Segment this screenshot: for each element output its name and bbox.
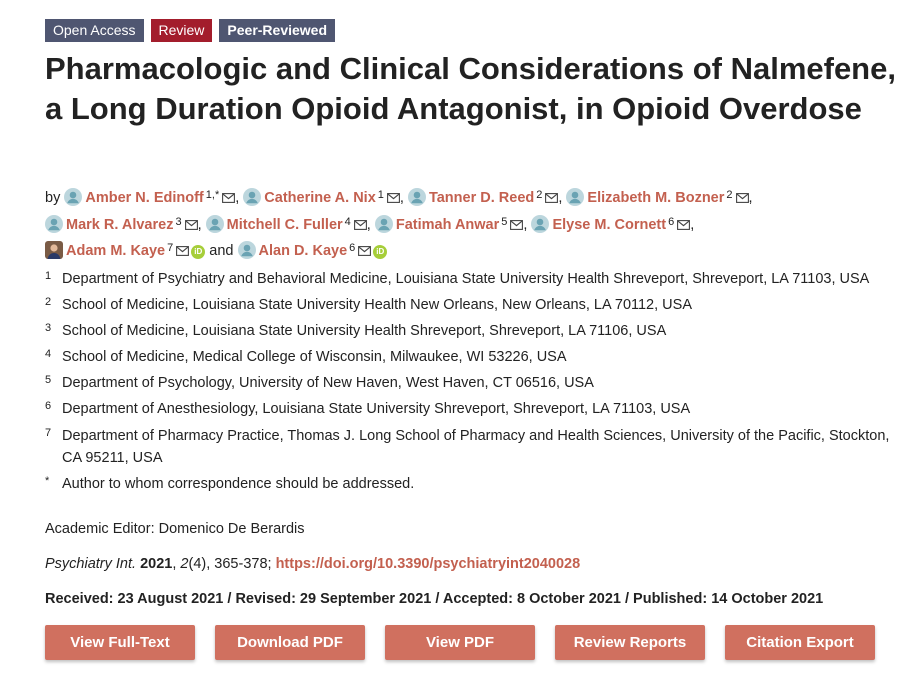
affiliation-text: School of Medicine, Louisiana State University Health New Orleans, New Orleans, LA 70112, USA xyxy=(62,297,692,314)
affiliation-item xyxy=(45,320,905,343)
affiliation-number: 1 xyxy=(45,270,52,282)
author-name-link[interactable]: Amber N. Edinoff xyxy=(85,190,204,206)
email-envelope-icon[interactable] xyxy=(358,241,371,264)
citation-volume: 2 xyxy=(180,556,189,572)
doi-link[interactable]: https://doi.org/10.3390/psychiatryint2040028 xyxy=(275,556,581,572)
affiliation-item xyxy=(45,425,905,470)
author-item xyxy=(45,217,198,233)
affiliation-superscript: 6 xyxy=(349,242,356,254)
user-avatar-icon xyxy=(408,188,426,206)
affiliation-superscript: 6 xyxy=(668,215,675,228)
author-list xyxy=(45,184,905,264)
author-separator: , xyxy=(235,190,244,206)
citation-year: 2021 xyxy=(140,556,173,572)
affiliation-text: Department of Psychiatry and Behavioral Medicine, Louisiana State University Health Shreveport, Shreveport, LA 71103, USA xyxy=(62,271,870,287)
author-separator: , xyxy=(366,216,375,233)
affiliation-item xyxy=(45,268,905,291)
author-separator: , xyxy=(197,216,206,233)
author-separator: , xyxy=(558,190,567,206)
affiliation-list xyxy=(45,268,905,499)
email-envelope-icon[interactable] xyxy=(545,188,558,211)
affiliation-superscript: 1,* xyxy=(205,189,220,201)
author-name-link[interactable]: Catherine A. Nix xyxy=(264,190,376,206)
citation-pages: , 365-378; xyxy=(206,556,276,572)
affiliation-superscript: 2 xyxy=(536,189,543,201)
author-item xyxy=(64,190,235,206)
author-item xyxy=(238,243,388,259)
author-name-link[interactable]: Tanner D. Reed xyxy=(428,190,535,206)
author-item xyxy=(45,243,205,259)
email-envelope-icon[interactable] xyxy=(354,215,367,238)
affiliation-superscript: 2 xyxy=(726,189,733,201)
author-separator: , xyxy=(690,216,695,233)
article-title: Pharmacologic and Clinical Considerations of Nalmefene, a Long Duration Opioid Antagonist, in Opioid Overdose xyxy=(45,51,896,126)
author-item xyxy=(408,190,558,206)
author-separator: , xyxy=(399,190,408,206)
affiliation-number: 6 xyxy=(45,400,52,413)
review-badge[interactable]: Review xyxy=(151,19,213,42)
affiliation-text: Department of Pharmacy Practice, Thomas J. Long School of Pharmacy and Health Sciences, University of the Pacific, Stockton, CA 95211, USA xyxy=(62,427,890,467)
and-label: and xyxy=(205,243,238,259)
email-envelope-icon[interactable] xyxy=(387,188,400,211)
affiliation-superscript: 5 xyxy=(501,215,508,228)
publication-dates: Received: 23 August 2021 / Revised: 29 September 2021 / Accepted: 8 October 2021 / Published: 14 October 2021 xyxy=(45,591,824,607)
author-item xyxy=(375,217,524,233)
author-name-link[interactable]: Fatimah Anwar xyxy=(395,216,500,233)
affiliation-superscript: 7 xyxy=(167,242,174,254)
affiliation-text: Department of Psychology, University of New Haven, West Haven, CT 06516, USA xyxy=(62,375,594,392)
author-item xyxy=(566,190,748,206)
affiliation-superscript: 3 xyxy=(175,215,182,228)
review-reports-button[interactable]: Review Reports xyxy=(555,625,705,660)
action-buttons xyxy=(45,625,875,660)
affiliation-number: 3 xyxy=(45,322,52,335)
affiliation-item xyxy=(45,294,905,317)
orcid-icon[interactable]: iD xyxy=(373,245,387,259)
affiliation-superscript: 4 xyxy=(344,215,351,228)
author-separator: , xyxy=(523,216,532,233)
view-pdf-button[interactable]: View PDF xyxy=(385,625,535,660)
download-pdf-button[interactable]: Download PDF xyxy=(215,625,365,660)
author-photo-icon xyxy=(45,241,63,259)
article-badges xyxy=(45,19,335,42)
user-avatar-icon xyxy=(566,188,584,206)
citation-issue: (4) xyxy=(188,556,207,572)
affiliation-text: School of Medicine, Louisiana State University Health Shreveport, Shreveport, LA 71106, USA xyxy=(62,323,667,340)
affiliation-number: 5 xyxy=(45,374,52,387)
user-avatar-icon xyxy=(45,215,63,233)
by-label: by xyxy=(45,190,65,206)
user-avatar-icon xyxy=(64,188,82,206)
user-avatar-icon xyxy=(206,215,224,233)
affiliation-number: 4 xyxy=(45,348,52,361)
author-separator: , xyxy=(748,190,753,206)
user-avatar-icon xyxy=(375,215,393,233)
author-item xyxy=(243,190,400,206)
affiliation-text: Department of Anesthesiology, Louisiana State University Shreveport, Shreveport, LA 71103, USA xyxy=(62,401,691,418)
author-name-link[interactable]: Mitchell C. Fuller xyxy=(226,216,343,233)
affiliation-item xyxy=(45,398,905,421)
affiliation-item xyxy=(45,372,905,395)
open-access-badge[interactable]: Open Access xyxy=(45,19,144,42)
author-name-link[interactable]: Elizabeth M. Bozner xyxy=(587,190,725,206)
author-name-link[interactable]: Adam M. Kaye xyxy=(66,243,166,259)
email-envelope-icon[interactable] xyxy=(222,188,235,211)
email-envelope-icon[interactable] xyxy=(677,215,690,238)
author-name-link[interactable]: Elyse M. Cornett xyxy=(552,216,667,233)
email-envelope-icon[interactable] xyxy=(510,215,523,238)
email-envelope-icon[interactable] xyxy=(185,215,198,238)
author-item xyxy=(206,217,367,233)
affiliation-item xyxy=(45,346,905,369)
affiliation-text: School of Medicine, Medical College of Wisconsin, Milwaukee, WI 53226, USA xyxy=(62,349,567,366)
email-envelope-icon[interactable] xyxy=(736,188,749,211)
affiliation-number: 2 xyxy=(45,296,52,309)
citation-line: Psychiatry Int. 2021, 2(4), 365-378; https://doi.org/10.3390/psychiatryint2040028 xyxy=(45,556,581,572)
orcid-icon[interactable]: iD xyxy=(191,245,205,259)
user-avatar-icon xyxy=(531,215,549,233)
author-item xyxy=(531,217,690,233)
user-avatar-icon xyxy=(238,241,256,259)
affiliation-superscript: 1 xyxy=(377,189,384,201)
affiliation-text: Author to whom correspondence should be addressed. xyxy=(62,476,415,493)
citation-export-button[interactable]: Citation Export xyxy=(725,625,875,660)
affiliation-item xyxy=(45,473,905,496)
academic-editor: Academic Editor: Domenico De Berardis xyxy=(45,521,305,537)
journal-name: Psychiatry Int. xyxy=(45,556,137,572)
peer-reviewed-badge[interactable]: Peer-Reviewed xyxy=(219,19,335,42)
affiliation-number: * xyxy=(45,475,50,488)
user-avatar-icon xyxy=(243,188,261,206)
author-name-link[interactable]: Alan D. Kaye xyxy=(258,243,348,259)
author-name-link[interactable]: Mark R. Alvarez xyxy=(66,216,174,233)
view-full-text-button[interactable]: View Full-Text xyxy=(45,625,195,660)
email-envelope-icon[interactable] xyxy=(176,241,189,264)
affiliation-number: 7 xyxy=(45,426,52,439)
